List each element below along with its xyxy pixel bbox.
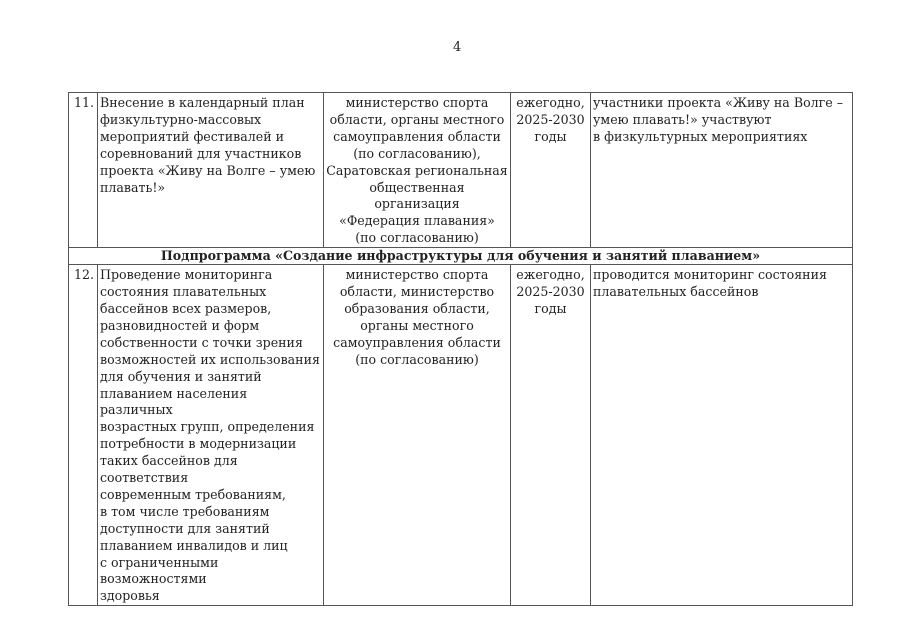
activities-table: [68, 92, 853, 606]
subprogram-heading: Подпрограмма «Создание инфраструктуры для обучения и занятий плаванием»: [69, 248, 853, 265]
page-number: 4: [453, 40, 462, 55]
period-cell: ежегодно, 2025-2030 годы: [511, 93, 591, 248]
period-cell: ежегодно, 2025-2030 годы: [511, 265, 591, 606]
activity-cell: Проведение мониторинга состояния плавательных бассейнов всех размеров, разновидностей и форм собственности с точки зрения возможностей их использования для обучения и занятий плаванием населения различных возрастных групп, определения потребности в модернизации таких бассейнов для соответствия современным требованиям, в том числе требованиям доступности для занятий плаванием инвалидов и лиц с ограниченными возможностями здоровья: [98, 265, 324, 606]
result-cell: проводится мониторинг состояния плавательных бассейнов: [591, 265, 853, 606]
row-number: 12.: [69, 265, 98, 606]
subprogram-row: [69, 248, 853, 265]
row-number: 11.: [69, 93, 98, 248]
activity-cell: Внесение в календарный план физкультурно-массовых мероприятий фестивалей и соревнований для участников проекта «Живу на Волге – умею плавать!»: [98, 93, 324, 248]
responsible-cell: министерство спорта области, министерство образования области, органы местного самоуправления области (по согласованию): [324, 265, 511, 606]
table-row: [69, 93, 853, 248]
table-row: [69, 265, 853, 606]
result-cell: участники проекта «Живу на Волге – умею плавать!» участвуют в физкультурных мероприятиях: [591, 93, 853, 248]
responsible-cell: министерство спорта области, органы местного самоуправления области (по согласованию), Саратовская региональная общественная организация «Федерация плавания» (по согласованию): [324, 93, 511, 248]
